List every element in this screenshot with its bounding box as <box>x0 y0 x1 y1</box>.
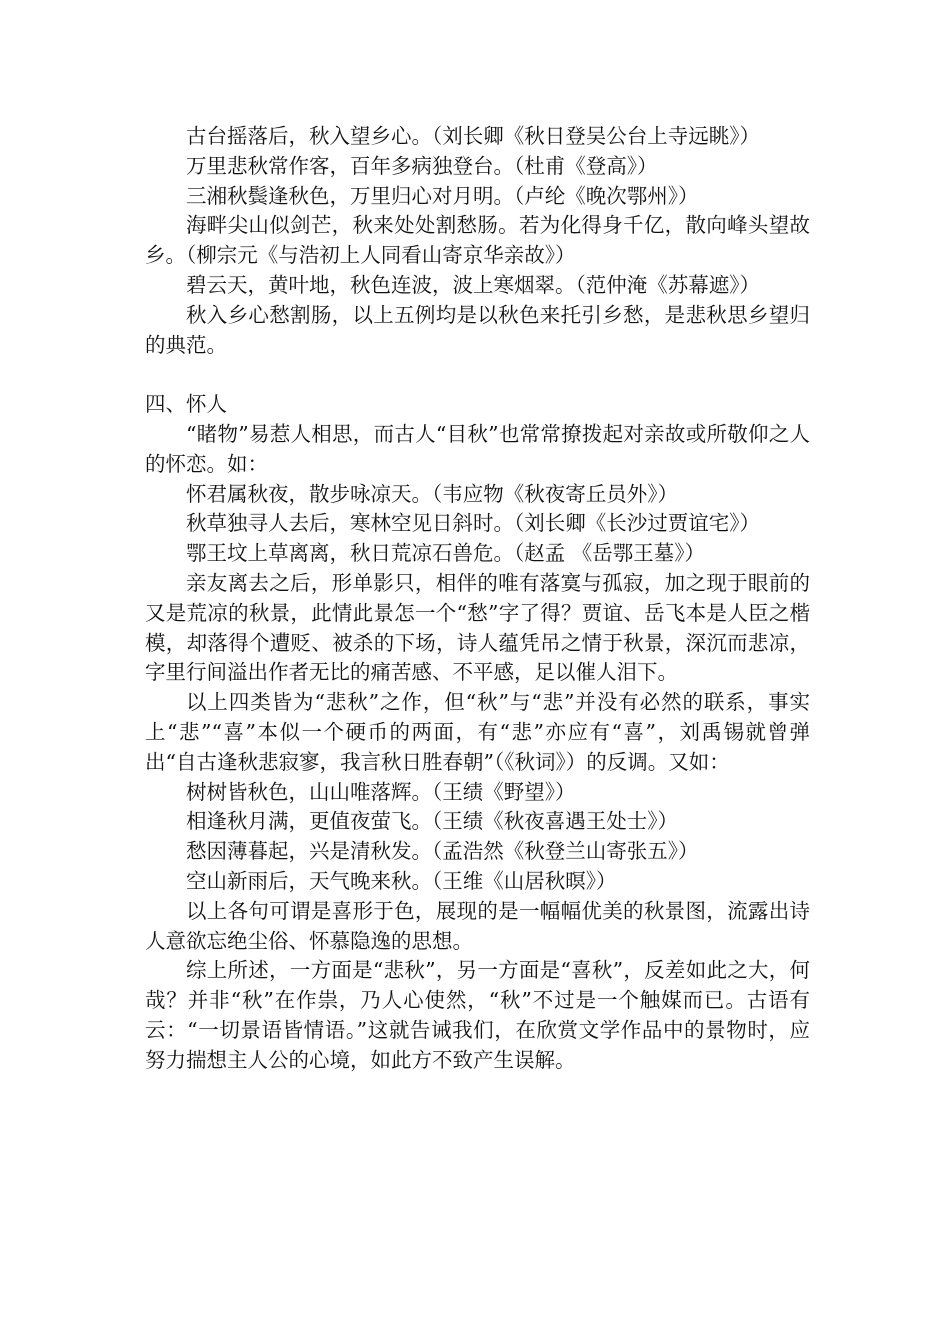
intro-paragraph: 以上四类皆为“悲秋”之作，但“秋”与“悲”并没有必然的联系，事实上“悲”“喜”本似一个硬币的两面，有“悲”亦应有“喜”，刘禹锡就曾弹出“自古逢秋悲寂寥，我言秋日胜春朝”（《秋词》）的反调。又如： <box>145 690 810 774</box>
quote-line: 鄂王坟上草离离，秋日荒凉石兽危。（赵孟 《岳鄂王墓》） <box>186 541 706 566</box>
summary-paragraph: 秋入乡心愁割肠，以上五例均是以秋色来托引乡愁，是悲秋思乡望归的典范。 <box>145 302 810 357</box>
quote-line: 空山新雨后，天气晚来秋。（王维《山居秋暝》） <box>186 868 617 893</box>
conclusion-paragraph: 综上所述，一方面是“悲秋”，另一方面是“喜秋”，反差如此之大，何哉？并非“秋”在作祟，乃人心使然，“秋”不过是一个触媒而已。古语有云：“一切景语皆情语。”这就告诫我们，在欣赏文学作品中的景物时，应努力揣想主人公的心境，如此方不致产生误解。 <box>145 958 810 1072</box>
quote-line: 愁因薄暮起，兴是清秋发。（孟浩然《秋登兰山寄张五》） <box>186 839 699 864</box>
quote-line: 相逢秋月满，更值夜萤飞。（王绩《秋夜喜遇王处士》） <box>186 809 678 834</box>
analysis-paragraph: 以上各句可谓是喜形于色，展现的是一幅幅优美的秋景图，流露出诗人意欲忘绝尘俗、怀慕隐逸的思想。 <box>145 898 810 953</box>
quote-line: 三湘秋鬓逢秋色，万里归心对月明。（卢纶《晚次鄂州》） <box>186 183 699 208</box>
quote-line: 碧云天，黄叶地，秋色连波，波上寒烟翠。（范仲淹《苏幕遮》） <box>186 272 760 297</box>
intro-paragraph: “睹物”易惹人相思，而古人“目秋”也常常撩拨起对亲故或所敬仰之人的怀恋。如： <box>145 421 810 476</box>
quote-line: 海畔尖山似剑芒，秋来处处割愁肠。若为化得身千亿，散向峰头望故乡。（柳宗元《与浩初上人同看山寄京华亲故》） <box>145 213 810 268</box>
quote-line: 树树皆秋色，山山唯落辉。（王绩《野望》） <box>186 779 576 804</box>
quote-line: 万里悲秋常作客，百年多病独登台。（杜甫《登高》） <box>186 153 658 178</box>
analysis-paragraph: 亲友离去之后，形单影只，相伴的唯有落寞与孤寂，加之现于眼前的又是荒凉的秋景，此情此景怎一个“愁”字了得？贾谊、岳飞本是人臣之楷模，却落得个遭贬、被杀的下场，诗人蕴凭吊之情于秋景，深沉而悲凉，字里行间溢出作者无比的痛苦感、不平感，足以催人泪下。 <box>145 570 810 685</box>
quote-line: 怀君属秋夜，散步咏凉天。（韦应物《秋夜寄丘员外》） <box>186 481 678 506</box>
document-body <box>145 122 810 1076</box>
section-heading: 四、怀人 <box>145 392 227 417</box>
blank-line <box>145 360 810 390</box>
quote-line: 秋草独寻人去后，寒林空见日斜时。（刘长卿《长沙过贾谊宅》） <box>186 511 760 536</box>
quote-line: 古台摇落后，秋入望乡心。（刘长卿《秋日登吴公台上寺远眺》） <box>186 124 760 148</box>
